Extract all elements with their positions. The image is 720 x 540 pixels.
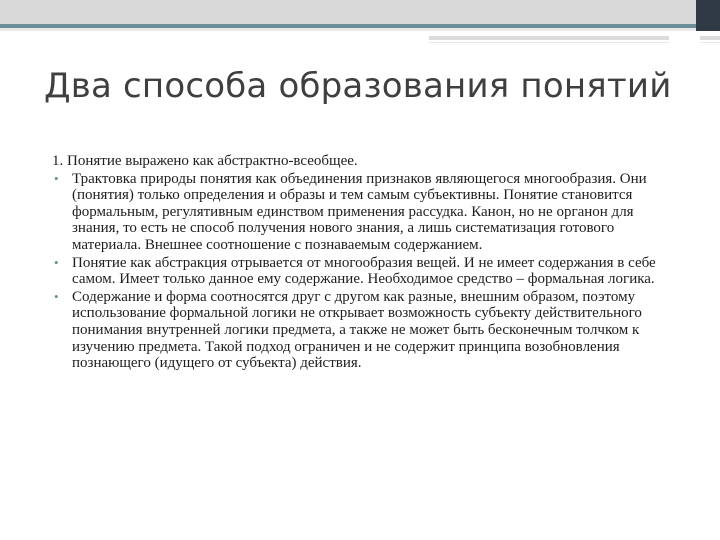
bullet-list — [52, 171, 672, 372]
bullet-icon: • — [54, 254, 59, 270]
bullet-icon: • — [54, 170, 59, 186]
header-corner-block — [696, 0, 720, 31]
bullet-text: Понятие как абстракция отрывается от многообразия вещей. И не имеет содержания в себе самом. Имеет только данное ему содержание. Необходимое средство – формальная логика. — [72, 254, 656, 288]
list-item — [52, 289, 672, 372]
header-rule — [429, 36, 669, 40]
slide-body — [52, 153, 672, 373]
list-item — [52, 255, 672, 288]
lead-line: 1. Понятие выражено как абстрактно-всеобщее. — [52, 153, 358, 169]
header-band — [0, 0, 696, 24]
list-item — [52, 171, 672, 254]
bullet-icon: • — [54, 288, 59, 304]
header-light-line — [0, 28, 696, 31]
bullet-text: Содержание и форма соотносятся друг с другом как разные, внешним образом, поэтому использование формальной логики не открывает возможность субъекту действительного понимания внутренней логики предмета, а также не может быть бесконечным толчком к изучению предмета. Такой подход ограничен и не содержит принципа возобновления познающего (идущего от субъекта) действия. — [72, 288, 642, 372]
bullet-text: Трактовка природы понятия как объединения признаков являющегося многообразия. Они (понятия) только определения и образы и тем самым субъективны. Понятие становится формальным, регулятивным единством применения рассудка. Канон, но не органон для знания, то есть не способ получения нового знания, а лишь систематизация готового материала. Внешнее соотношение с познаваемым содержанием. — [72, 170, 647, 253]
slide-title: Два способа образования понятий — [44, 66, 672, 106]
header-rule-right — [700, 36, 720, 40]
header-rule-thin — [429, 42, 669, 43]
header-rule-right-thin — [700, 42, 720, 43]
